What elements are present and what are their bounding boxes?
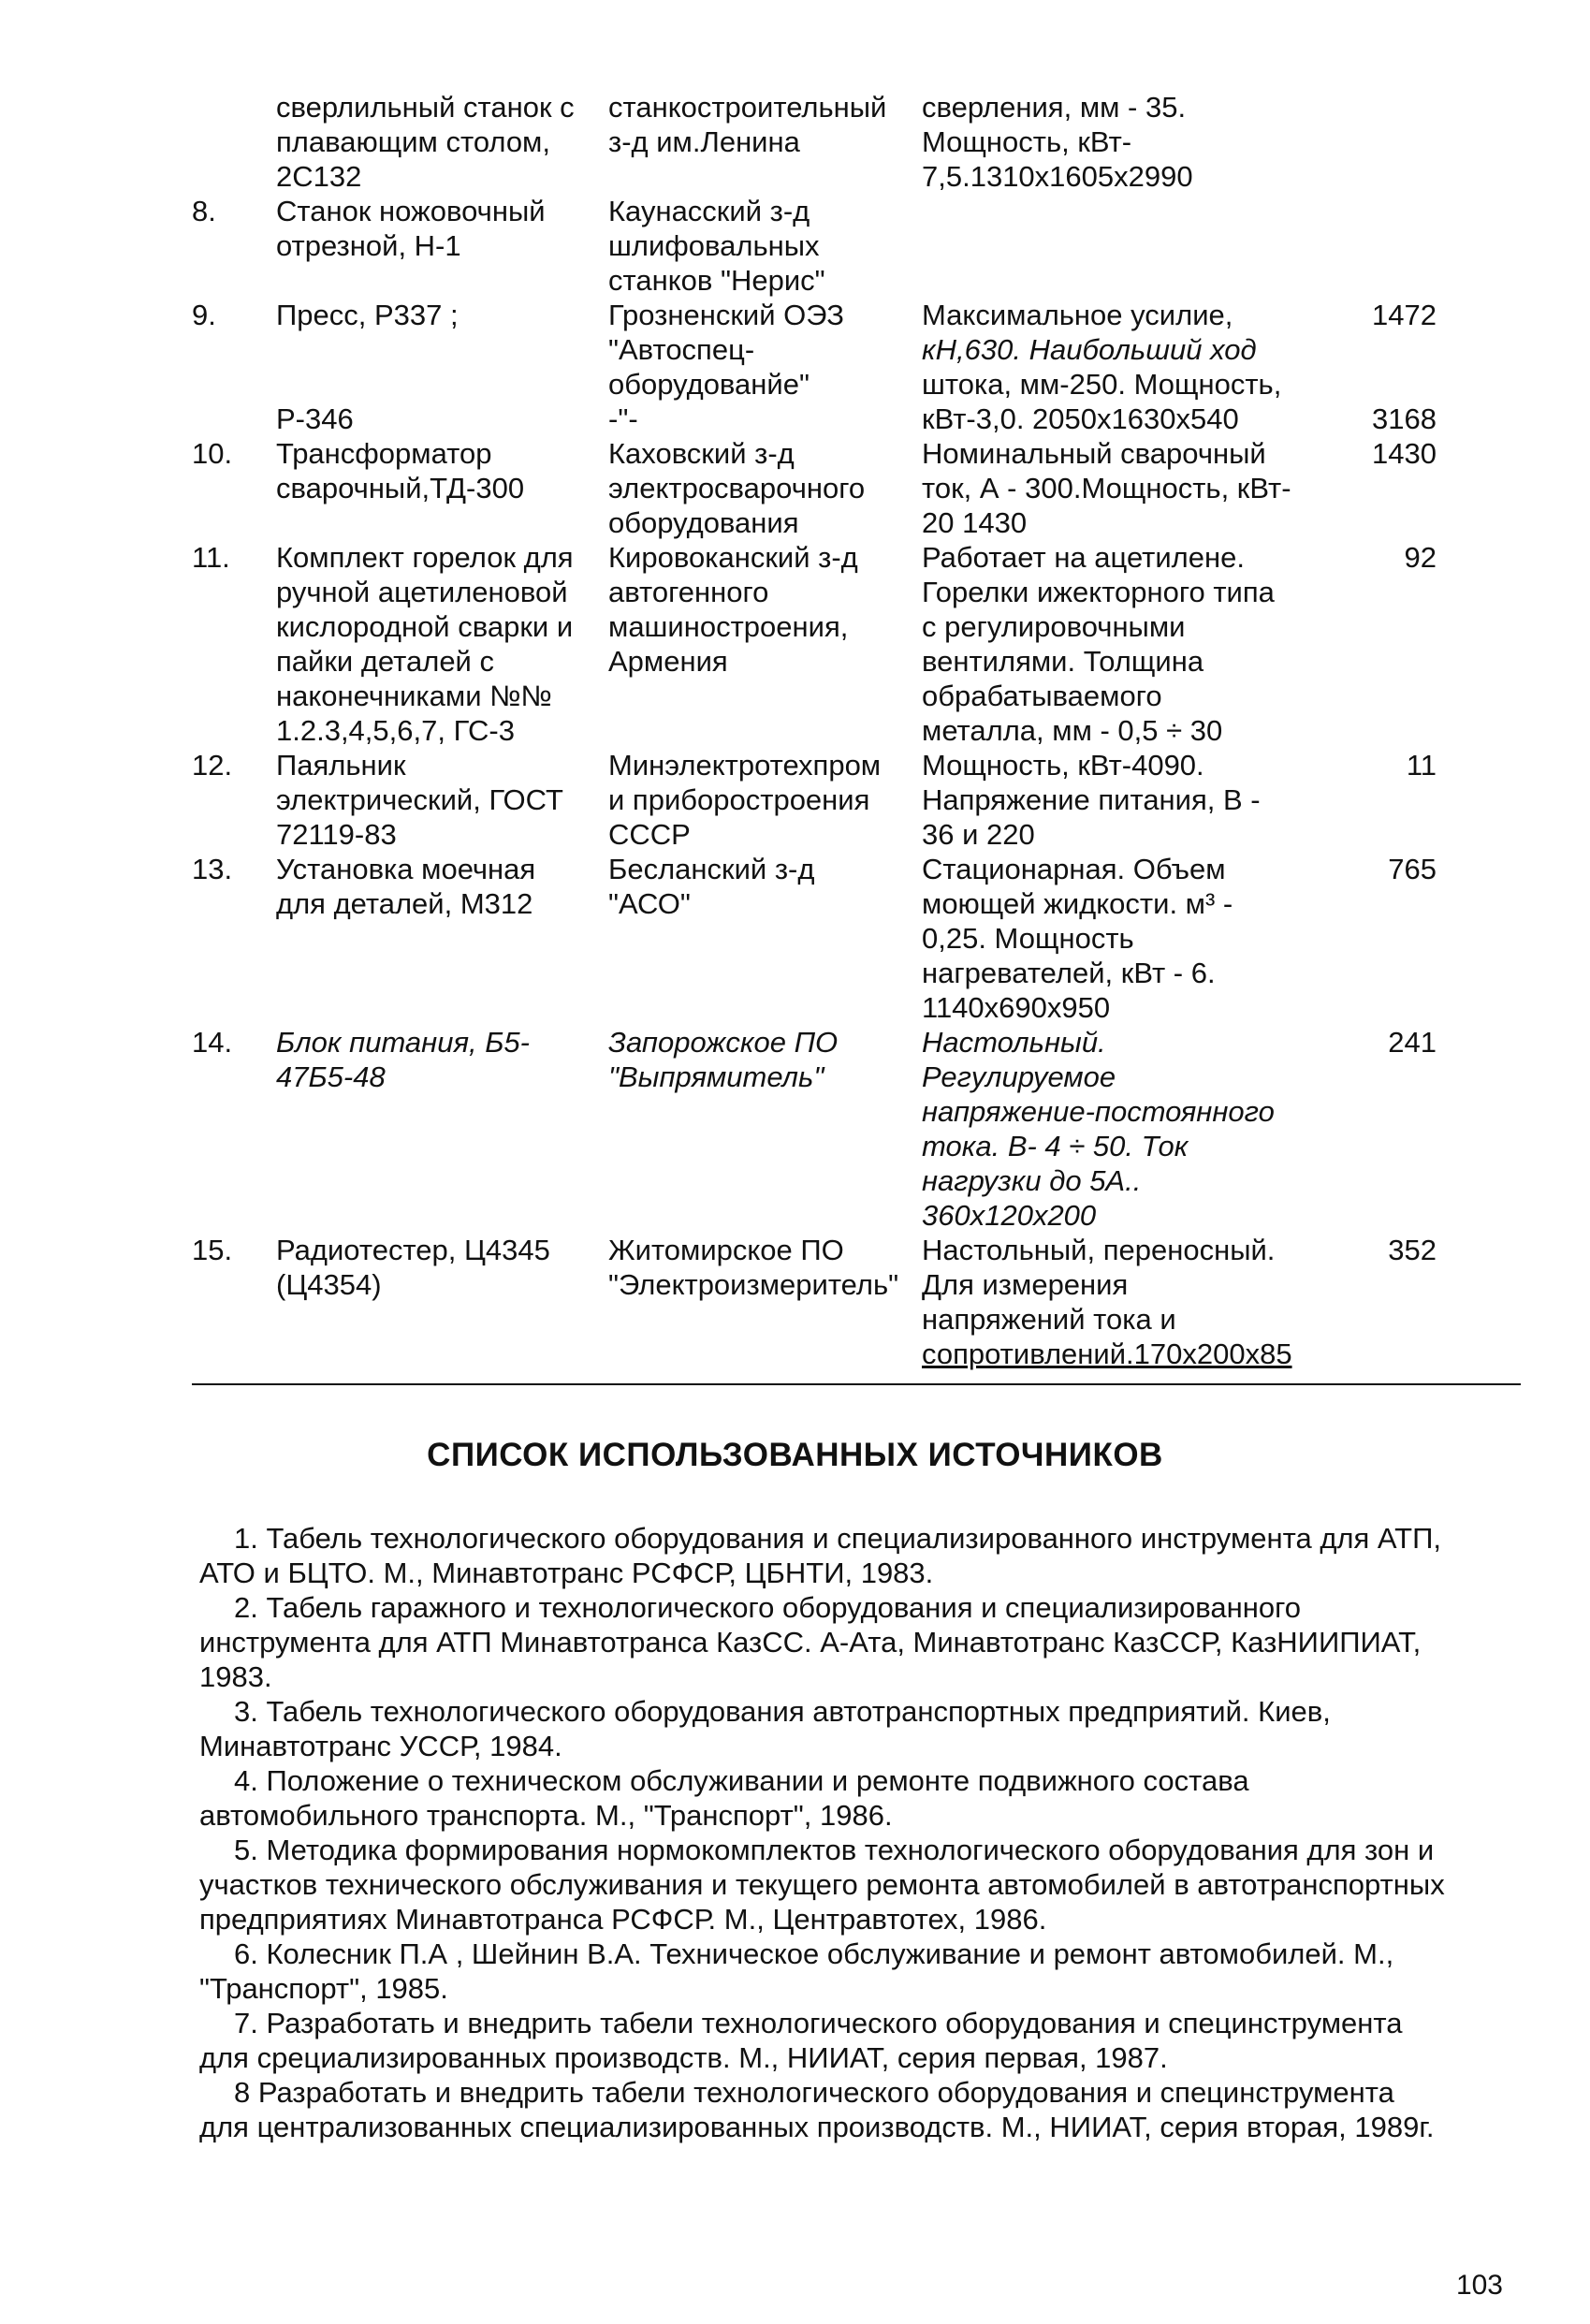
specification [922, 298, 1362, 402]
price-line: 352 [1388, 1234, 1437, 1266]
specification [922, 194, 1362, 298]
equipment-name-line: Блок питания, Б5- [276, 1026, 530, 1059]
specification-line: 36 и 220 [922, 818, 1035, 851]
row-number [192, 402, 276, 436]
price [1362, 852, 1437, 1025]
equipment-name-line: кислородной сварки и [276, 610, 574, 643]
price [1362, 194, 1437, 298]
equipment-name-line: для деталей, М312 [276, 887, 533, 920]
manufacturer-line: Бесланский з-д [608, 853, 815, 885]
price-line: 241 [1388, 1026, 1437, 1059]
equipment-name [276, 194, 608, 298]
manufacturer-line: "Автоспец- [608, 333, 755, 366]
reference-line: участков технического обслуживания и текущего ремонта автомобилей в автотранспортных [199, 1868, 1445, 1901]
specification-line: кВт-3,0. 2050x1630x540 [922, 402, 1239, 435]
specification-line: штока, мм-250. Мощность, [922, 368, 1282, 401]
table-row [192, 748, 1502, 852]
manufacturer-line: Минэлектротехпром [608, 749, 882, 782]
equipment-name-line: пайки деталей с [276, 645, 494, 678]
reference-line: инструмента для АТП Минавтотранса КазСС. А-Ата, Минавтотранс КазССР, КазНИИПИАТ, [199, 1626, 1422, 1659]
equipment-name-line: электрический, ГОСТ [276, 783, 563, 816]
price [1362, 540, 1437, 748]
equipment-name-line: Пресс, Р337 ; [276, 299, 459, 331]
specification-line: нагревателей, кВт - 6. [922, 957, 1216, 989]
manufacturer-line: -"- [608, 402, 638, 435]
references-list [199, 1521, 1510, 2144]
manufacturer-line: автогенного [608, 576, 769, 608]
manufacturer-line: шлифовальных [608, 229, 820, 262]
equipment-name-line: 2С132 [276, 160, 362, 193]
manufacturer-line: оборудования [608, 506, 799, 539]
specification-line: обрабатываемого [922, 680, 1162, 712]
equipment-name-line: Комплект горелок для [276, 541, 574, 574]
manufacturer-line: оборудованйе" [608, 368, 810, 401]
specification-line: Настольный, переносный. [922, 1234, 1276, 1266]
equipment-name-line: Установка моечная [276, 853, 536, 885]
reference-item [199, 1694, 1510, 1763]
specification [922, 1233, 1362, 1371]
specification-line: с регулировочными [922, 610, 1186, 643]
manufacturer-line: Кировоканский з-д [608, 541, 858, 574]
reference-line: предприятиях Минавтотранса РСФСР. М., Центравтотех, 1986. [199, 1903, 1047, 1936]
specification-line: Регулируемое [922, 1060, 1116, 1093]
table-row [192, 436, 1502, 540]
table-row [192, 540, 1502, 748]
equipment-name [276, 298, 608, 402]
row-number-line: 15. [192, 1234, 233, 1266]
manufacturer [608, 1025, 922, 1233]
specification-line: сопротивлений.170x200x85 [922, 1337, 1292, 1370]
table-row [192, 1025, 1502, 1233]
table-bottom-rule [192, 1383, 1521, 1385]
equipment-name-line: ручной ацетиленовой [276, 576, 568, 608]
equipment-name-line: сварочный,ТД-300 [276, 472, 525, 504]
reference-line: 1983. [199, 1660, 272, 1693]
table-row [192, 402, 1502, 436]
reference-line: для централизованных специализированных производств. М., НИИАТ, серия вторая, 1989г. [199, 2111, 1435, 2143]
manufacturer-line: станков "Нерис" [608, 264, 825, 297]
row-number [192, 194, 276, 298]
specification-line: Стационарная. Объем [922, 853, 1226, 885]
price [1362, 436, 1437, 540]
manufacturer-line: машиностроения, [608, 610, 849, 643]
specification-line: Мощность, кВт-4090. [922, 749, 1204, 782]
equipment-name-line: отрезной, Н-1 [276, 229, 461, 262]
manufacturer [608, 1233, 922, 1371]
price-line: 1430 [1372, 437, 1437, 470]
references-heading: СПИСОК ИСПОЛЬЗОВАННЫХ ИСТОЧНИКОВ [427, 1437, 1163, 1473]
row-number-line: 12. [192, 749, 233, 782]
reference-item [199, 1763, 1510, 1833]
specification-line: 7,5.1310x1605x2990 [922, 160, 1193, 193]
manufacturer-line: "Выпрямитель" [608, 1060, 824, 1093]
specification [922, 748, 1362, 852]
specification [922, 540, 1362, 748]
row-number [192, 90, 276, 194]
manufacturer-line: "Электроизмеритель" [608, 1268, 899, 1301]
reference-item [199, 1937, 1510, 2006]
specification-line: Для измерения [922, 1268, 1129, 1301]
equipment-name [276, 1233, 608, 1371]
price [1362, 298, 1437, 402]
specification-line: напряжений тока и [922, 1303, 1176, 1336]
specification [922, 436, 1362, 540]
equipment-name-line: наконечниками №№ [276, 680, 552, 712]
manufacturer [608, 402, 922, 436]
price-line: 11 [1406, 749, 1437, 782]
manufacturer [608, 298, 922, 402]
specification-line: ток, А - 300.Мощность, кВт- [922, 472, 1291, 504]
equipment-name [276, 540, 608, 748]
specification-line: Настольный. [922, 1026, 1106, 1059]
reference-item [199, 2006, 1510, 2075]
price-line: 3168 [1372, 402, 1437, 435]
specification [922, 1025, 1362, 1233]
table-row [192, 194, 1502, 298]
equipment-name-line: (Ц4354) [276, 1268, 382, 1301]
row-number-line: 9. [192, 299, 216, 331]
row-number [192, 748, 276, 852]
manufacturer-line: Грозненский ОЭЗ [608, 299, 844, 331]
specification-line: моющей жидкости. м³ - [922, 887, 1233, 920]
equipment-name-line: Р-346 [276, 402, 354, 435]
specification-line: Мощность, кВт- [922, 125, 1132, 158]
reference-item [199, 1590, 1510, 1694]
table-row [192, 90, 1502, 194]
price [1362, 402, 1437, 436]
equipment-name-line: сверлильный станок с [276, 91, 575, 124]
reference-line: 4. Положение о техническом обслуживании и ремонте подвижного состава [234, 1764, 1249, 1797]
manufacturer-line: и приборостроения [608, 783, 870, 816]
row-number-line: 10. [192, 437, 233, 470]
price-line: 1472 [1372, 299, 1437, 331]
specification-line: Максимальное усилие, [922, 299, 1233, 331]
specification-line: кН,630. Наибольший ход [922, 333, 1257, 366]
row-number-line: 8. [192, 195, 216, 227]
specification [922, 402, 1362, 436]
specification-line: Номинальный сварочный [922, 437, 1266, 470]
reference-line: 5. Методика формирования нормокомплектов технологического оборудования для зон и [234, 1834, 1435, 1866]
specification-line: Горелки ижекторного типа [922, 576, 1275, 608]
manufacturer [608, 852, 922, 1025]
table-row [192, 298, 1502, 402]
reference-line: 8 Разработать и внедрить табели технологического оборудования и специнструмента [234, 2076, 1394, 2109]
equipment-name [276, 1025, 608, 1233]
equipment-name [276, 852, 608, 1025]
manufacturer [608, 748, 922, 852]
manufacturer-line: электросварочного [608, 472, 866, 504]
equipment-name-line: 72119-83 [276, 818, 397, 851]
specification [922, 90, 1362, 194]
equipment-name [276, 90, 608, 194]
manufacturer-line: Житомирское ПО [608, 1234, 844, 1266]
manufacturer-line: СССР [608, 818, 691, 851]
price [1362, 1233, 1437, 1371]
row-number [192, 436, 276, 540]
price [1362, 1025, 1437, 1233]
specification-line: сверления, мм - 35. [922, 91, 1187, 124]
reference-line: 1. Табель технологического оборудования и специализированного инструмента для АТП, [234, 1522, 1441, 1555]
price [1362, 748, 1437, 852]
manufacturer-line: з-д им.Ленина [608, 125, 800, 158]
page-number: 103 [1455, 2270, 1503, 2301]
manufacturer [608, 540, 922, 748]
reference-line: для срециализированных производств. М., НИИАТ, серия первая, 1987. [199, 2041, 1168, 2074]
specification-line: тока. В- 4 ÷ 50. Ток [922, 1130, 1189, 1162]
row-number-line: 14. [192, 1026, 233, 1059]
equipment-name-line: Станок ножовочный [276, 195, 546, 227]
table-row [192, 1233, 1502, 1371]
row-number-line: 13. [192, 853, 233, 885]
equipment-name-line: плавающим столом, [276, 125, 550, 158]
manufacturer-line: Каховский з-д [608, 437, 795, 470]
specification-line: 360x120x200 [922, 1199, 1097, 1232]
manufacturer-line: станкостроительный [608, 91, 887, 124]
equipment-name-line: Трансформатор [276, 437, 492, 470]
equipment-table [192, 90, 1502, 1371]
row-number [192, 298, 276, 402]
specification-line: вентилями. Толщина [922, 645, 1204, 678]
reference-line: "Транспорт", 1985. [199, 1972, 448, 2005]
price-line: 92 [1404, 541, 1437, 574]
row-number [192, 540, 276, 748]
reference-line: 6. Колесник П.А , Шейнин В.А. Техническое обслуживание и ремонт автомобилей. М., [234, 1937, 1394, 1970]
reference-line: 7. Разработать и внедрить табели технологического оборудования и специнструмента [234, 2007, 1403, 2039]
specification-line: Работает на ацетилене. [922, 541, 1245, 574]
reference-line: автомобильного транспорта. М., "Транспорт", 1986. [199, 1799, 893, 1832]
manufacturer-line: Каунасский з-д [608, 195, 810, 227]
row-number [192, 1025, 276, 1233]
equipment-name-line: 1.2.3,4,5,6,7, ГС-3 [276, 714, 515, 747]
manufacturer [608, 436, 922, 540]
reference-line: 3. Табель технологического оборудования автотранспортных предприятий. Киев, [234, 1695, 1331, 1728]
reference-line: 2. Табель гаражного и технологического оборудования и специализированного [234, 1591, 1302, 1624]
equipment-name-line: 47Б5-48 [276, 1060, 386, 1093]
reference-item [199, 1833, 1510, 1937]
manufacturer [608, 194, 922, 298]
price [1362, 90, 1437, 194]
equipment-name [276, 748, 608, 852]
specification-line: 0,25. Мощность [922, 922, 1134, 955]
specification [922, 852, 1362, 1025]
row-number [192, 1233, 276, 1371]
specification-line: 1140x690x950 [922, 991, 1111, 1024]
price-line: 765 [1388, 853, 1437, 885]
specification-line: напряжение-постоянного [922, 1095, 1275, 1128]
reference-item [199, 1521, 1510, 1590]
manufacturer-line: "АСО" [608, 887, 691, 920]
reference-line: Минавтотранс УССР, 1984. [199, 1730, 562, 1762]
equipment-name-line: Радиотестер, Ц4345 [276, 1234, 550, 1266]
row-number [192, 852, 276, 1025]
manufacturer-line: Армения [608, 645, 728, 678]
specification-line: металла, мм - 0,5 ÷ 30 [922, 714, 1223, 747]
row-number-line: 11. [192, 541, 230, 574]
reference-line: АТО и БЦТО. М., Минавтотранс РСФСР, ЦБНТИ, 1983. [199, 1557, 934, 1589]
equipment-name-line: Паяльник [276, 749, 406, 782]
manufacturer [608, 90, 922, 194]
equipment-name [276, 436, 608, 540]
specification-line: нагрузки до 5А.. [922, 1164, 1142, 1197]
specification-line: Напряжение питания, В - [922, 783, 1261, 816]
manufacturer-line: Запорожское ПО [608, 1026, 839, 1059]
table-row [192, 852, 1502, 1025]
specification-line: 20 1430 [922, 506, 1028, 539]
reference-item [199, 2075, 1510, 2144]
equipment-name [276, 402, 608, 436]
